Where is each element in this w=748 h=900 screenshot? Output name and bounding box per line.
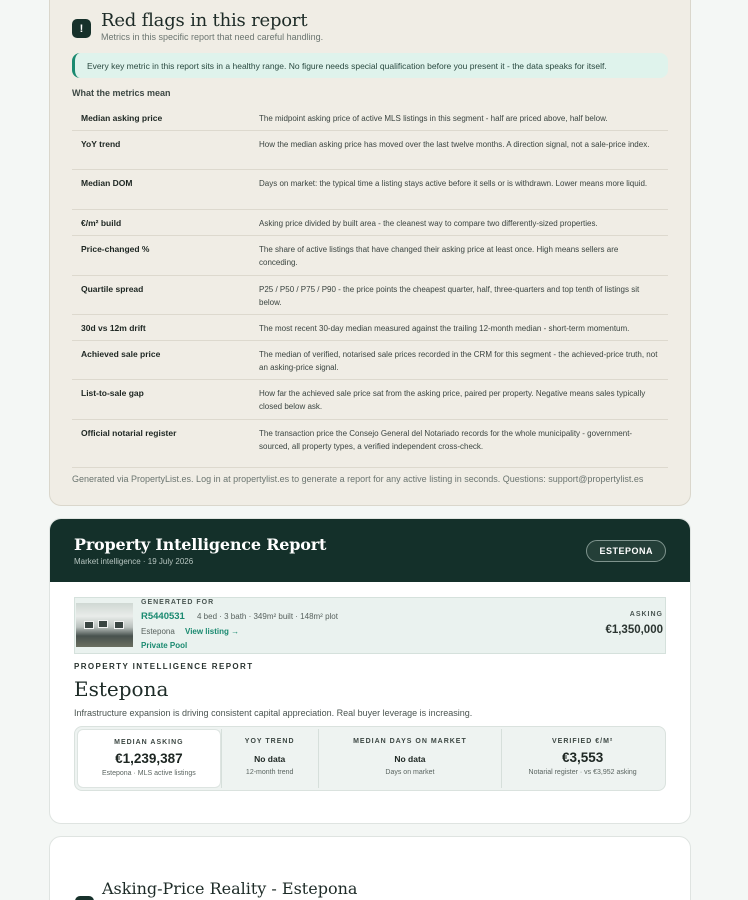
table-row	[72, 170, 668, 210]
section-icon	[75, 896, 94, 900]
stat-caption: Estepona · MLS active listings	[101, 770, 196, 777]
section-label: PROPERTY INTELLIGENCE REPORT	[74, 662, 254, 671]
stat-value: €3,553	[561, 750, 604, 765]
stat-yoy-trend	[221, 729, 318, 788]
table-row	[72, 341, 668, 380]
table-row	[72, 315, 668, 341]
view-listing-link[interactable]: View listing →	[185, 627, 240, 636]
metric-definition: Asking price divided by built area - the cleanest way to compare two differently-sized properties.	[259, 219, 598, 228]
stat-value: No data	[394, 754, 426, 764]
metric-term: List-to-sale gap	[81, 388, 144, 398]
metrics-glossary-table	[72, 105, 668, 468]
table-row	[72, 210, 668, 236]
metric-definition: The most recent 30-day median measured against the trailing 12-month median - short-term momentum.	[259, 324, 630, 333]
listing-reference[interactable]: R5440531	[141, 611, 185, 622]
asking-price: €1,350,000	[605, 624, 663, 636]
report-footer-note: Generated via PropertyList.es. Log in at propertylist.es to generate a report for any active listing in seconds. Questions: support@propertylist.es	[72, 474, 644, 484]
metric-term: Achieved sale price	[81, 349, 161, 359]
metric-definition: P25 / P50 / P75 / P90 - the price points the cheapest quarter, half, three-quarters and top tenth of listings sit below.	[259, 285, 640, 307]
red-flags-subtitle: Metrics in this specific report that need careful handling.	[101, 32, 324, 42]
metric-definition: The median of verified, notarised sale prices recorded in the CRM for this segment - the achieved-price truth, not an asking-price signal.	[259, 350, 658, 372]
healthy-range-callout: Every key metric in this report sits in a healthy range. No figure needs special qualification before you present it - the data speaks for itself.	[72, 53, 668, 78]
property-report-card	[49, 518, 691, 824]
table-row	[72, 420, 668, 468]
stat-label: MEDIAN DAYS ON MARKET	[353, 738, 467, 745]
property-photo[interactable]	[76, 603, 133, 647]
metric-term: 30d vs 12m drift	[81, 323, 146, 333]
red-flags-title: Red flags in this report	[101, 10, 308, 31]
area-title: Estepona	[74, 677, 169, 701]
stat-median-asking	[77, 729, 221, 788]
report-subtitle: Market intelligence · 19 July 2026	[74, 557, 194, 566]
metric-term: Median asking price	[81, 113, 163, 123]
stat-value: €1,239,387	[115, 751, 183, 766]
metric-term: €/m² build	[81, 218, 122, 228]
metric-term: YoY trend	[81, 139, 121, 149]
table-row	[72, 131, 668, 170]
area-description: Infrastructure expansion is driving consistent capital appreciation. Real buyer leverage is increasing.	[74, 708, 473, 718]
metric-definition: How far the achieved sale price sat from the asking price, paired per property. Negative means sales typically closed below ask.	[259, 389, 646, 411]
listing-specs: 4 bed · 3 bath · 349m² built · 148m² plot	[197, 612, 338, 621]
metric-term: Official notarial register	[81, 428, 177, 438]
metrics-heading: What the metrics mean	[72, 88, 171, 98]
stat-value: No data	[254, 754, 286, 764]
location-badge: ESTEPONA	[586, 540, 666, 562]
table-row	[72, 276, 668, 315]
stat-caption: Days on market	[385, 769, 435, 776]
table-row	[72, 105, 668, 131]
report-title: Property Intelligence Report	[74, 535, 327, 554]
feature-tag: Private Pool	[141, 641, 188, 650]
table-row	[72, 236, 668, 276]
metric-definition: Days on market: the typical time a listing stays active before it sells or is withdrawn. Lower means more liquid.	[259, 179, 648, 188]
metric-term: Median DOM	[81, 178, 133, 188]
metric-definition: The transaction price the Consejo General del Notariado records for the whole municipality - government-sourced, all property types, a verified independent cross-check.	[259, 429, 633, 451]
stat-label: VERIFIED €/M²	[552, 738, 614, 745]
stat-label: YOY TREND	[244, 738, 295, 745]
alert-icon: !	[72, 19, 91, 38]
metric-definition: The share of active listings that have changed their asking price at least once. High means sellers are conceding.	[259, 245, 619, 267]
metric-definition: How the median asking price has moved over the last twelve months. A direction signal, not a sale-price index.	[259, 140, 650, 149]
report-header	[50, 519, 691, 582]
section-title: Asking-Price Reality - Estepona	[102, 879, 358, 898]
metric-term: Price-changed %	[81, 244, 150, 254]
table-row	[72, 380, 668, 420]
metric-term: Quartile spread	[81, 284, 144, 294]
asking-price-reality-card	[49, 836, 691, 900]
key-stats-strip	[74, 726, 666, 791]
red-flags-card	[49, 0, 691, 506]
metric-definition: The midpoint asking price of active MLS listings in this segment - half are priced above, half below.	[259, 114, 608, 123]
stat-label: MEDIAN ASKING	[114, 739, 184, 746]
stat-caption: Notarial register · vs €3,952 asking	[528, 769, 637, 776]
generated-for-label: GENERATED FOR	[141, 599, 215, 606]
asking-label: ASKING	[629, 611, 663, 618]
listing-location: Estepona	[141, 627, 175, 636]
stat-caption: 12-month trend	[245, 769, 294, 776]
generated-for-panel	[74, 597, 666, 654]
stat-verified-eur-m2	[501, 729, 663, 788]
stat-median-dom	[318, 729, 502, 788]
